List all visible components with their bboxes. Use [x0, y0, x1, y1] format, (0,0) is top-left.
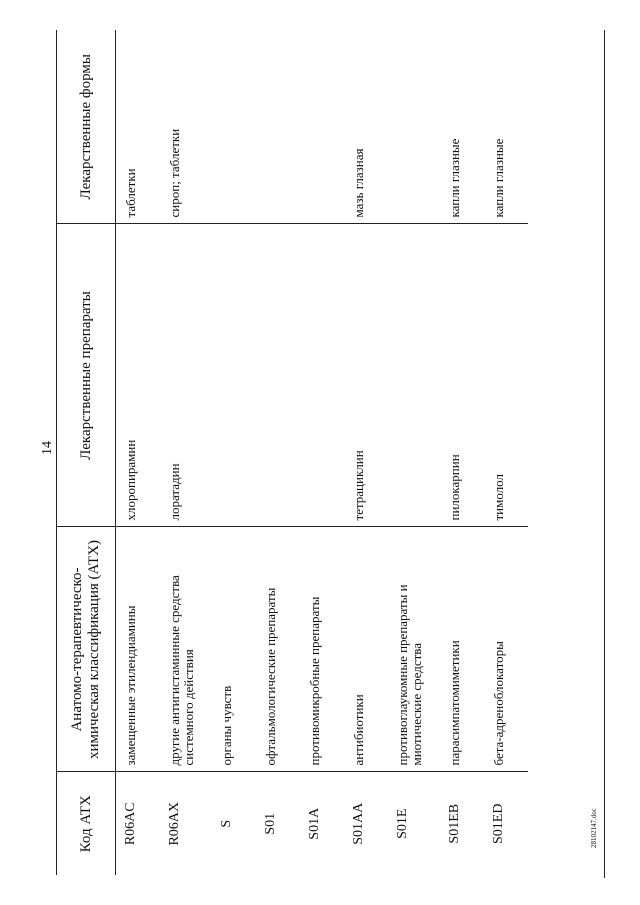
- atx-cell: парасимпатомиметики: [440, 527, 484, 772]
- footer-filename: 28102147.doc: [590, 808, 598, 848]
- drug-cell: хлоропирамин: [116, 224, 161, 527]
- drug-cell: лоратадин: [160, 224, 212, 527]
- atx-cell: противоглаукомные препараты и миотические средства: [388, 527, 440, 772]
- code-cell: S: [212, 772, 256, 875]
- header-code: Код АТХ: [57, 772, 116, 875]
- code-cell: S01AA: [344, 772, 388, 875]
- atx-cell: другие антигистаминные средства системного действия: [160, 527, 212, 772]
- table-row: [256, 30, 300, 875]
- table-body: [116, 30, 529, 875]
- form-cell: [388, 30, 440, 224]
- code-cell: S01: [256, 772, 300, 875]
- atx-cell: замещенные этилендиамины: [116, 527, 161, 772]
- table-header-row: [57, 30, 116, 875]
- code-cell: R06AX: [160, 772, 212, 875]
- table-row: [160, 30, 212, 875]
- table-row: [484, 30, 528, 875]
- drug-cell: [256, 224, 300, 527]
- form-cell: сироп; таблетки: [167, 128, 182, 218]
- table-row: [388, 30, 440, 875]
- drug-cell: [300, 224, 344, 527]
- drug-cell: [212, 224, 256, 527]
- form-cell: [300, 30, 344, 224]
- drug-cell: тимолол: [484, 224, 528, 527]
- rotated-table-container: [56, 30, 616, 875]
- atx-cell: антибиотики: [344, 527, 388, 772]
- form-cell: [212, 30, 256, 224]
- header-atx: Анатомо-терапевтическо-химическая классификация (АТХ): [57, 527, 116, 772]
- drug-classification-table: [56, 30, 528, 875]
- code-cell: S01A: [300, 772, 344, 875]
- form-cell: [256, 30, 300, 224]
- header-forms: Лекарственные формы: [57, 30, 116, 224]
- code-cell: S01EB: [440, 772, 484, 875]
- code-cell: R06AC: [116, 772, 161, 875]
- page-number: 14: [40, 441, 55, 455]
- table-row: [300, 30, 344, 875]
- drug-cell: пилокарпин: [440, 224, 484, 527]
- atx-cell: бета-адреноблокаторы: [484, 527, 528, 772]
- atx-cell: органы чувств: [212, 527, 256, 772]
- header-drugs: Лекарственные препараты: [57, 224, 116, 527]
- code-cell: S01E: [388, 772, 440, 875]
- drug-cell: тетрациклин: [344, 224, 388, 527]
- form-cell: мазь глазная: [351, 148, 366, 218]
- table-row: [344, 30, 388, 875]
- atx-cell: противомикробные препараты: [300, 527, 344, 772]
- atx-cell: офтальмологические препараты: [256, 527, 300, 772]
- table-row: [440, 30, 484, 875]
- table-row: [116, 30, 161, 875]
- drug-cell: [388, 224, 440, 527]
- form-cell: таблетки: [123, 168, 138, 218]
- code-cell: S01ED: [484, 772, 528, 875]
- form-cell: капли глазные: [491, 138, 506, 218]
- form-cell: капли глазные: [447, 138, 462, 218]
- table-row: [212, 30, 256, 875]
